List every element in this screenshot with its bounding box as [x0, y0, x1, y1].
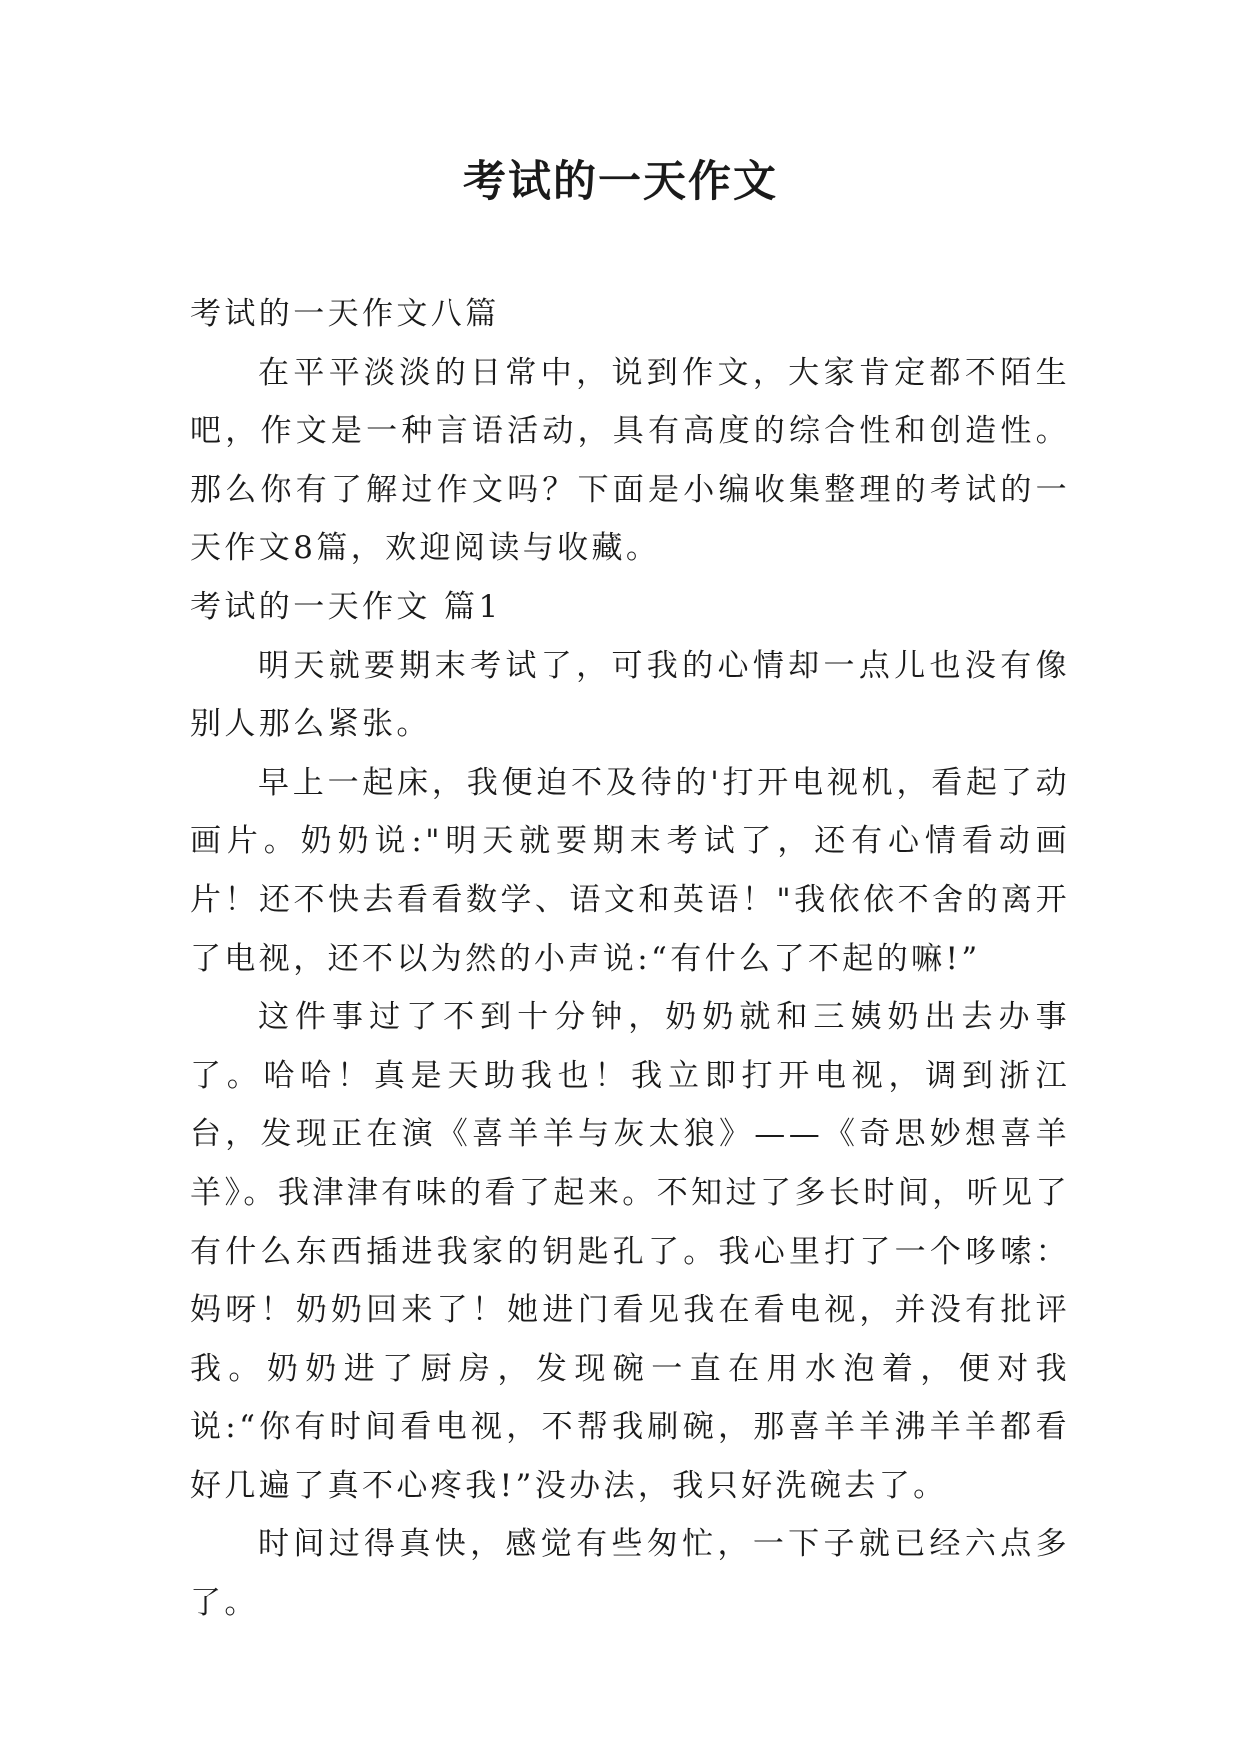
intro-paragraph: 在平平淡淡的日常中，说到作文，大家肯定都不陌生吧，作文是一种言语活动，具有高度的综合性和创造性。那么你有了解过作文吗？下面是小编收集整理的考试的一天作文8篇，欢迎阅读与收藏。 — [190, 354, 1070, 567]
body-paragraph: 这件事过了不到十分钟，奶奶就和三姨奶出去办事了。哈哈！真是天助我也！我立即打开电视，调到浙江台，发现正在演《喜羊羊与灰太狼》——《奇思妙想喜羊羊》。我津津有味的看了起来。不知过了多长时间，听见了有什么东西插进我家的钥匙孔了。我心里打了一个哆嗦：妈呀！奶奶回来了！她进门看见我在看电视，并没有批评我。奶奶进了厨房，发现碗一直在用水泡着，便对我说:“你有时间看电视，不帮我刷碗，那喜羊羊沸羊羊都看好几遍了真不心疼我!”没办法，我只好洗碗去了。 — [190, 999, 1070, 1504]
body-paragraph: 时间过得真快，感觉有些匆忙，一下子就已经六点多了。 — [190, 1526, 1070, 1622]
page-title: 考试的一天作文 — [463, 157, 778, 207]
document-body — [190, 285, 1070, 1633]
body-paragraph: 早上一起床，我便迫不及待的'打开电视机，看起了动画片。奶奶说:"明天就要期末考试了，还有心情看动画片！还不快去看看数学、语文和英语！"我依依不舍的离开了电视，还不以为然的小声说:“有什么了不起的嘛!” — [190, 764, 1070, 977]
body-paragraph: 明天就要期末考试了，可我的心情却一点儿也没有像别人那么紧张。 — [190, 647, 1070, 743]
section-heading: 考试的一天作文 篇1 — [190, 588, 502, 625]
collection-heading: 考试的一天作文八篇 — [190, 296, 500, 332]
